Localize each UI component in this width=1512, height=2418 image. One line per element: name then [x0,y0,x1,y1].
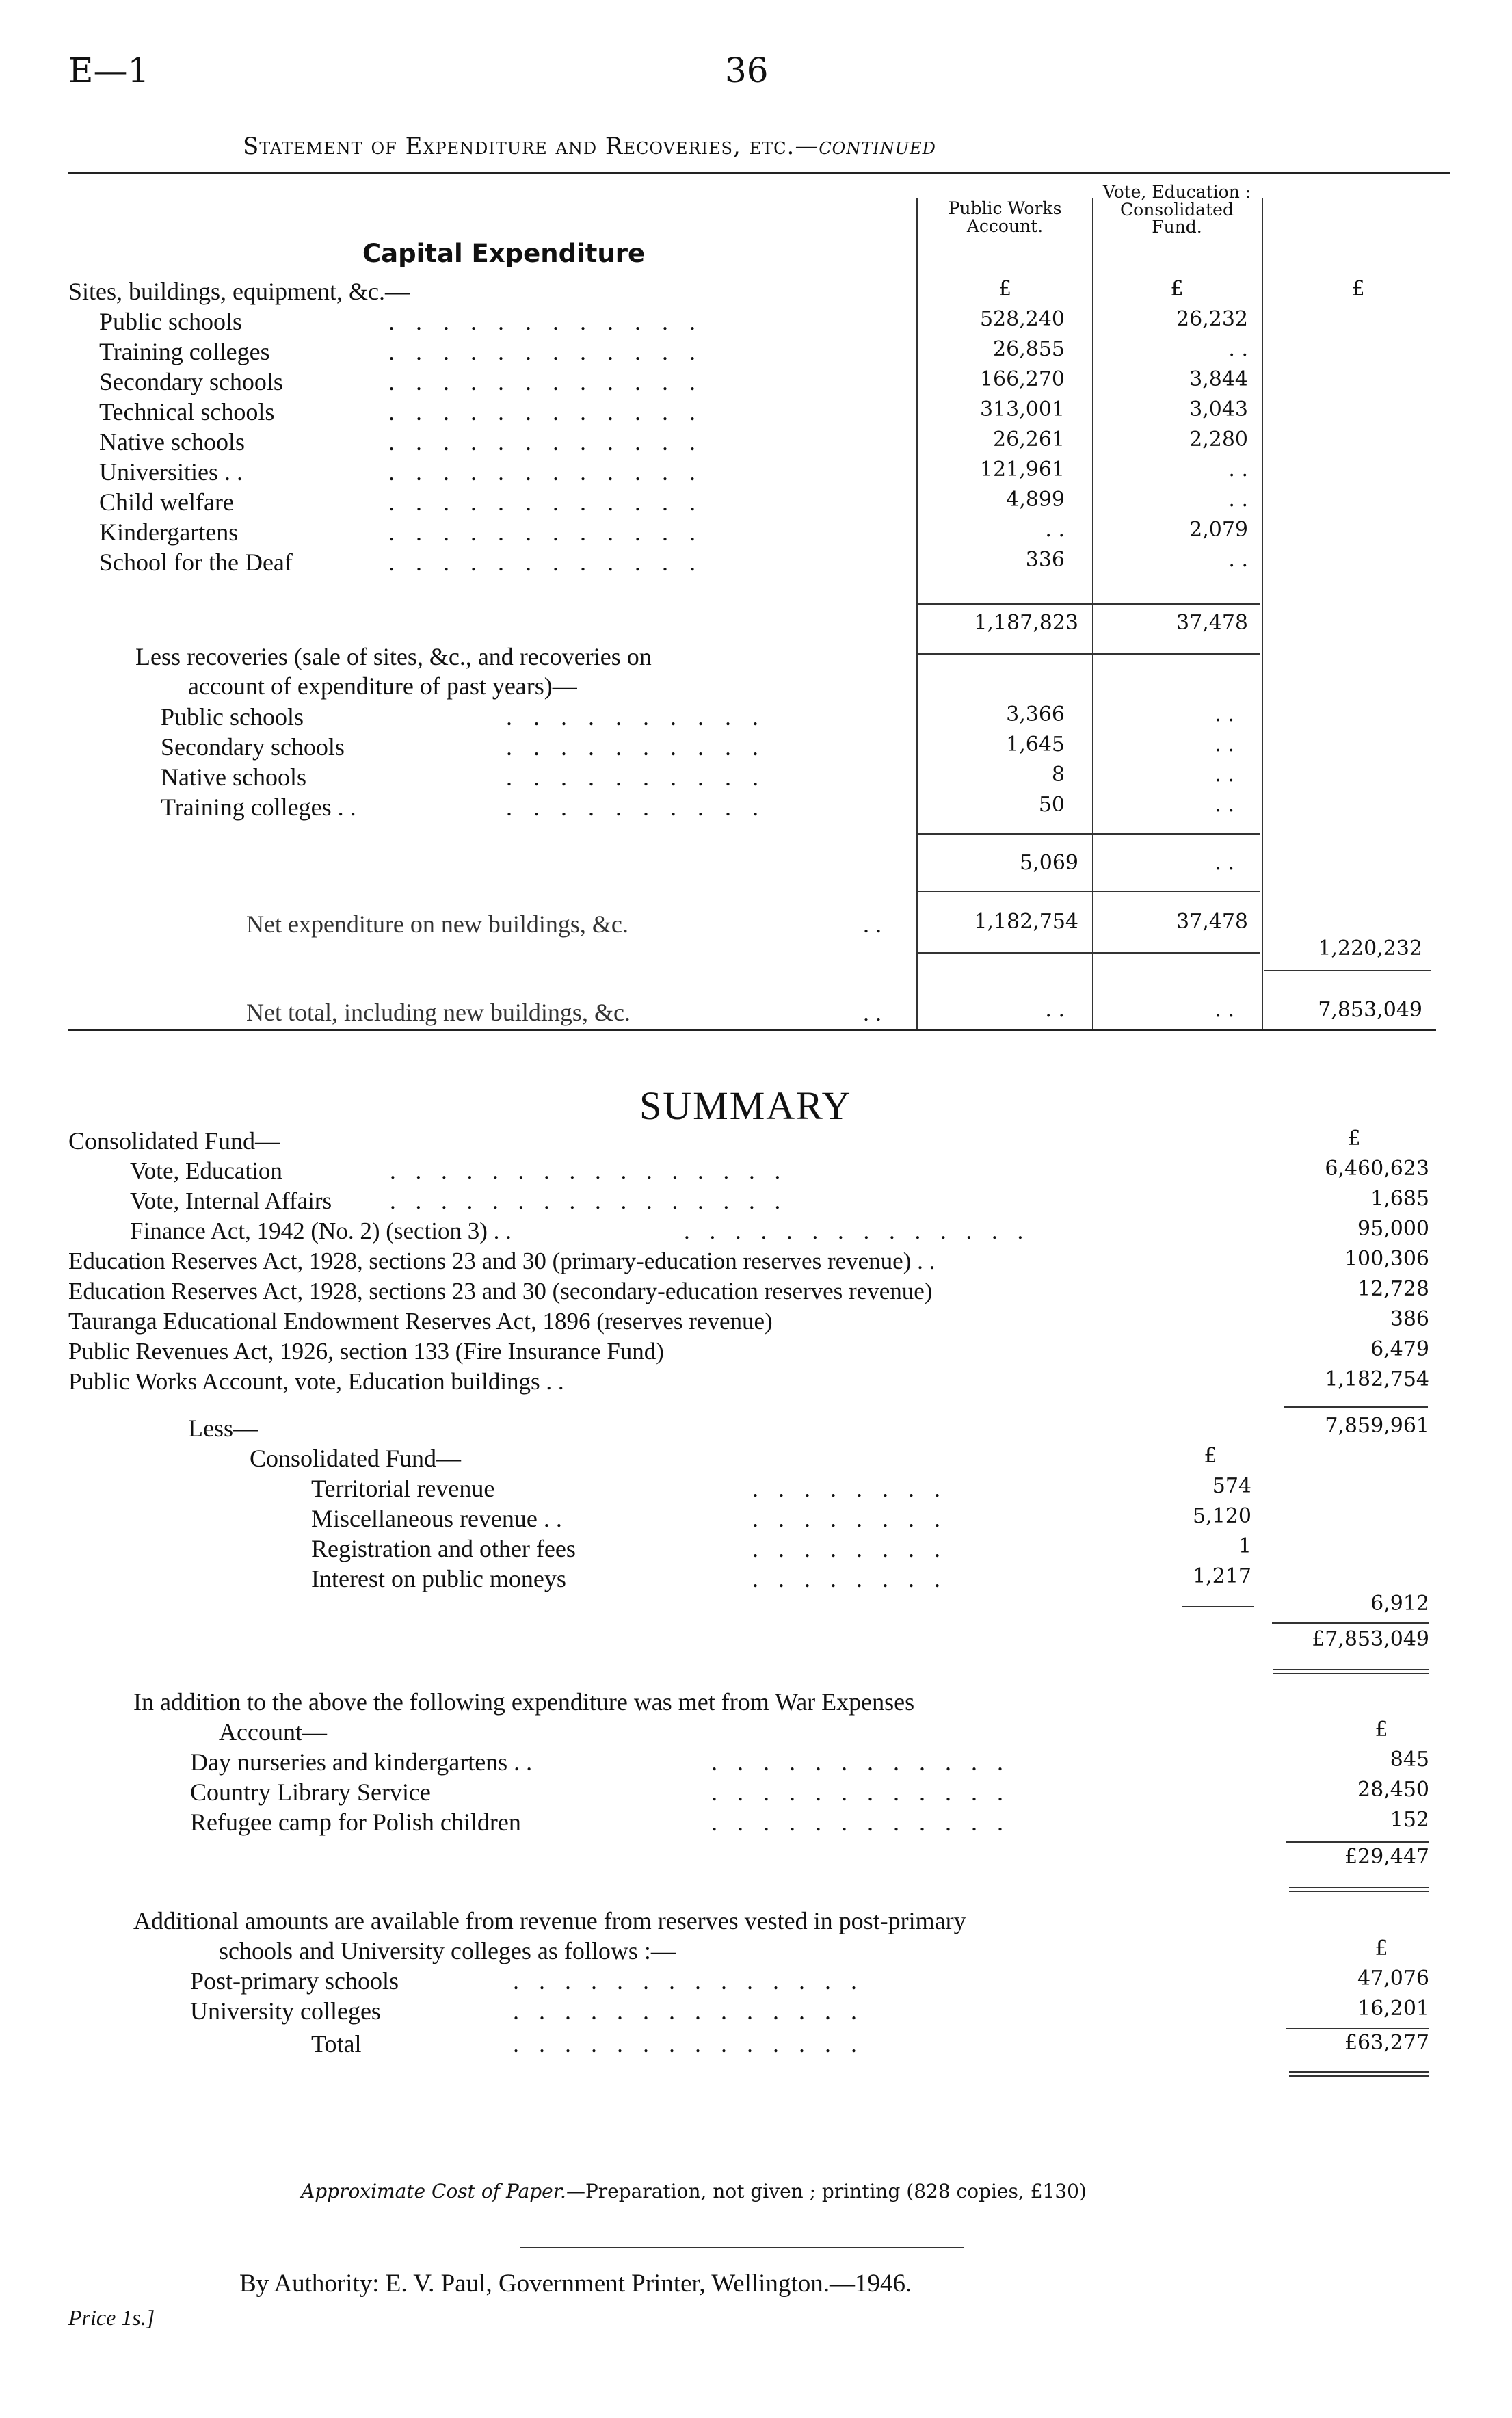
less-cf-label: Consolidated Fund— [250,1445,462,1472]
less-currency: £ [1204,1444,1217,1468]
net-total-vote: . . [1215,998,1234,1022]
capital-row-pwa: 336 [1025,548,1065,572]
reserves-row-leader: . . . . . . . . . . . . . . [513,1997,864,2025]
capital-row-label: Child welfare [99,488,234,516]
capital-row-leader: . . . . . . . . . . . . [388,428,703,456]
recovery-row-vote: . . [1215,702,1234,726]
reserves-intro-1: Additional amounts are available from revenue from reserves vested in post-primary [133,1907,966,1934]
capital-row-pwa: 528,240 [979,307,1065,331]
summary-double-rule [1273,1669,1429,1674]
war-row-value: 845 [1390,1748,1429,1772]
reserves-total-label: Total [311,2030,362,2058]
col3-currency: £ [1351,277,1365,301]
authority-rule [520,2247,964,2248]
gross-rule [1284,1406,1428,1408]
less-row-leader: . . . . . . . . [752,1505,947,1532]
less-row-label: Territorial revenue [311,1475,495,1502]
consolidated-label: Consolidated Fund— [68,1127,280,1155]
recovery-row-label: Native schools [161,763,306,791]
reserves-intro-2: schools and University colleges as follows :— [219,1937,676,1964]
recovery-row-label: Training colleges . . [161,793,356,821]
capital-row-leader: . . . . . . . . . . . . [388,488,703,516]
recovery-row-label: Public schools [161,703,304,731]
capital-row-leader: . . . . . . . . . . . . [388,338,703,365]
summary-net-total: £7,853,049 [1312,1627,1429,1651]
page-number: 36 [725,51,769,90]
less-row-leader: . . . . . . . . [752,1565,947,1592]
reserves-total-leader: . . . . . . . . . . . . . . [513,2030,864,2058]
capital-row-leader: . . . . . . . . . . . . [388,518,703,546]
col2-currency: £ [1170,277,1184,301]
reserves-currency: £ [1375,1936,1388,1960]
reserves-rule [1286,2028,1429,2029]
less-recoveries-2: account of expenditure of past years)— [188,672,577,700]
recovery-row-vote: . . [1215,793,1234,817]
capital-row-leader: . . . . . . . . . . . . [388,549,703,576]
summary-title: SUMMARY [639,1083,852,1128]
less-row-leader: . . . . . . . . [752,1475,947,1502]
reserves-double-rule [1289,2071,1429,2077]
net-rule [918,952,1260,954]
war-row-label: Day nurseries and kindergartens . . [190,1748,533,1776]
net-total-label: Net total, including new buildings, &c. [246,999,631,1026]
col1-header: Public Works Account. [948,198,1062,236]
authority-line: By Authority: E. V. Paul, Government Printer, Wellington.—1946. [239,2270,912,2298]
price: Price 1s.] [68,2305,155,2330]
summary-row-value: 386 [1390,1307,1429,1331]
net-total-col: 1,220,232 [1318,936,1422,960]
capital-row-label: Training colleges [99,338,270,365]
war-row-value: 28,450 [1357,1778,1429,1802]
capital-row-pwa: 26,855 [993,337,1065,361]
summary-row-label: Education Reserves Act, 1928, sections 23 and 30 (secondary-education reserves revenue) [68,1278,933,1304]
capital-row-label: Secondary schools [99,368,283,395]
summary-row-value: 1,182,754 [1325,1367,1429,1391]
recovery-row-vote: . . [1215,733,1234,757]
cost-italic: Approximate Cost of Paper. [301,2180,566,2203]
capital-row-vote: 3,844 [1189,367,1248,391]
war-row-label: Country Library Service [190,1778,431,1806]
page-title-continued: —continued [795,133,936,160]
capital-row-leader: . . . . . . . . . . . . [388,398,703,425]
recoveries-rule [918,833,1260,835]
reserves-row-value: 47,076 [1357,1967,1429,1990]
recoveries-rule-2 [918,891,1260,892]
war-double-rule [1289,1887,1429,1892]
recovery-row-label: Secondary schools [161,733,345,761]
summary-row-label: Public Revenues Act, 1926, section 133 (Fire Insurance Fund) [68,1338,664,1365]
capital-row-vote: . . [1228,337,1248,361]
less-label: Less— [188,1415,258,1442]
less-total-rule [1272,1622,1429,1624]
capital-row-label: Kindergartens [99,518,239,546]
net-total-leader: . . [863,999,881,1026]
summary-row-label: Vote, Education [130,1157,282,1184]
cost-rest: —Preparation, not given ; printing (828 copies, £130) [566,2180,1087,2203]
war-row-leader: . . . . . . . . . . . . [711,1778,1010,1806]
reserves-total: £63,277 [1344,2031,1429,2055]
recovery-row-leader: . . . . . . . . . . [506,733,766,761]
summary-row-value: 12,728 [1357,1277,1429,1301]
net-total-col-rule [1264,970,1431,971]
summary-row-leader: . . . . . . . . . . . . . . . . [390,1157,788,1184]
col-rule-3 [1262,198,1263,1029]
reserves-row-label: University colleges [190,1997,381,2025]
recovery-row-pwa: 50 [1038,793,1065,817]
summary-row-label: Public Works Account, vote, Education buildings . . [68,1368,564,1395]
less-row-value: 1 [1238,1534,1251,1558]
capital-row-label: Public schools [99,308,243,335]
capital-row-pwa: 26,261 [993,428,1065,451]
capital-row-pwa: . . [1045,518,1065,542]
net-total-pwa: . . [1045,998,1065,1022]
capital-row-label: Native schools [99,428,245,456]
war-rule [1286,1841,1429,1843]
net-label: Net expenditure on new buildings, &c. [246,910,628,938]
less-row-value: 1,217 [1193,1564,1251,1588]
recovery-row-vote: . . [1215,763,1234,787]
net-pwa: 1,182,754 [974,910,1078,934]
recovery-row-leader: . . . . . . . . . . [506,703,766,731]
less-row-value: 574 [1212,1474,1251,1498]
war-intro-2: Account— [219,1718,327,1746]
col-rule-2 [1092,198,1093,1029]
net-leader: . . [863,910,881,938]
war-row-leader: . . . . . . . . . . . . [711,1748,1010,1776]
capital-row-vote: . . [1228,488,1248,512]
summary-row-leader: . . . . . . . . . . . . . . . . [390,1187,788,1214]
reserves-row-leader: . . . . . . . . . . . . . . [513,1967,864,1995]
capital-row-vote: 2,079 [1189,518,1248,542]
gross-total: 7,859,961 [1325,1414,1429,1438]
war-total: £29,447 [1344,1845,1429,1869]
war-row-value: 152 [1390,1808,1429,1832]
col2-header: Vote, Education : Consolidated Fund. [1102,182,1251,237]
less-row-label: Miscellaneous revenue . . [311,1505,562,1532]
capital-row-vote: 2,280 [1189,428,1248,451]
capital-row-vote: 3,043 [1189,397,1248,421]
less-row-leader: . . . . . . . . [752,1535,947,1562]
capital-row-pwa: 313,001 [979,397,1065,421]
less-row-label: Registration and other fees [311,1535,576,1562]
summary-row-label: Education Reserves Act, 1928, sections 23 and 30 (primary-education reserves revenue) . . [68,1248,936,1274]
col1-currency: £ [998,277,1012,301]
page-title [243,135,936,158]
capital-title: Capital Expenditure [362,239,646,268]
capital-row-leader: . . . . . . . . . . . . [388,458,703,486]
summary-row-value: 1,685 [1370,1187,1429,1211]
summary-row-label: Finance Act, 1942 (No. 2) (section 3) . . [130,1218,512,1244]
reserves-row-value: 16,201 [1357,1997,1429,2021]
net-vote: 37,478 [1176,910,1248,934]
summary-currency: £ [1347,1127,1361,1151]
capital-row-label: Universities . . [99,458,243,486]
subtotal-vote: 37,478 [1176,611,1248,635]
net-total-value: 7,853,049 [1318,998,1422,1022]
less-row-label: Interest on public moneys [311,1565,566,1592]
recovery-row-pwa: 8 [1051,763,1065,787]
capital-row-label: Technical schools [99,398,275,425]
capital-row-vote: . . [1228,458,1248,482]
capital-row-pwa: 4,899 [1006,488,1065,512]
recoveries-total-vote: . . [1215,851,1234,875]
summary-row-value: 95,000 [1357,1217,1429,1241]
capital-row-vote: . . [1228,548,1248,572]
war-intro-1: In addition to the above the following expenditure was met from War Expenses [133,1688,915,1716]
header-rule [68,172,1450,174]
cost-of-paper [301,2182,1087,2201]
war-row-label: Refugee camp for Polish children [190,1809,521,1836]
summary-row-value: 6,479 [1370,1337,1429,1361]
war-currency: £ [1375,1718,1388,1742]
capital-bottom-rule [68,1029,1436,1031]
subtotal-rule [918,603,1260,605]
capital-row-label: School for the Deaf [99,549,293,576]
less-row-value: 5,120 [1193,1504,1251,1528]
capital-row-vote: 26,232 [1176,307,1248,331]
page-ref: E—1 [68,51,150,90]
capital-row-leader: . . . . . . . . . . . . [388,368,703,395]
recovery-row-leader: . . . . . . . . . . [506,793,766,821]
summary-row-value: 100,306 [1344,1247,1429,1271]
summary-row-leader: . . . . . . . . . . . . . . [684,1218,1031,1244]
less-total: 6,912 [1370,1592,1429,1616]
page-title-text: Statement of Expenditure and Recoveries, etc. [243,133,795,160]
sites-label: Sites, buildings, equipment, &c.— [68,278,410,305]
war-row-leader: . . . . . . . . . . . . [711,1809,1010,1836]
capital-row-leader: . . . . . . . . . . . . [388,308,703,335]
recovery-row-pwa: 1,645 [1006,733,1065,757]
less-rule [1182,1606,1254,1607]
summary-row-label: Tauranga Educational Endowment Reserves Act, 1896 (reserves revenue) [68,1308,773,1335]
less-recoveries-1: Less recoveries (sale of sites, &c., and recoveries on [135,643,652,670]
capital-row-pwa: 166,270 [979,367,1065,391]
reserves-row-label: Post-primary schools [190,1967,399,1995]
summary-row-label: Vote, Internal Affairs [130,1187,332,1214]
summary-row-value: 6,460,623 [1325,1157,1429,1181]
subtotal-rule-2 [918,653,1260,655]
recovery-row-leader: . . . . . . . . . . [506,763,766,791]
capital-row-pwa: 121,961 [979,458,1065,482]
recovery-row-pwa: 3,366 [1006,702,1065,726]
subtotal-pwa: 1,187,823 [974,611,1078,635]
recoveries-total-pwa: 5,069 [1020,851,1078,875]
